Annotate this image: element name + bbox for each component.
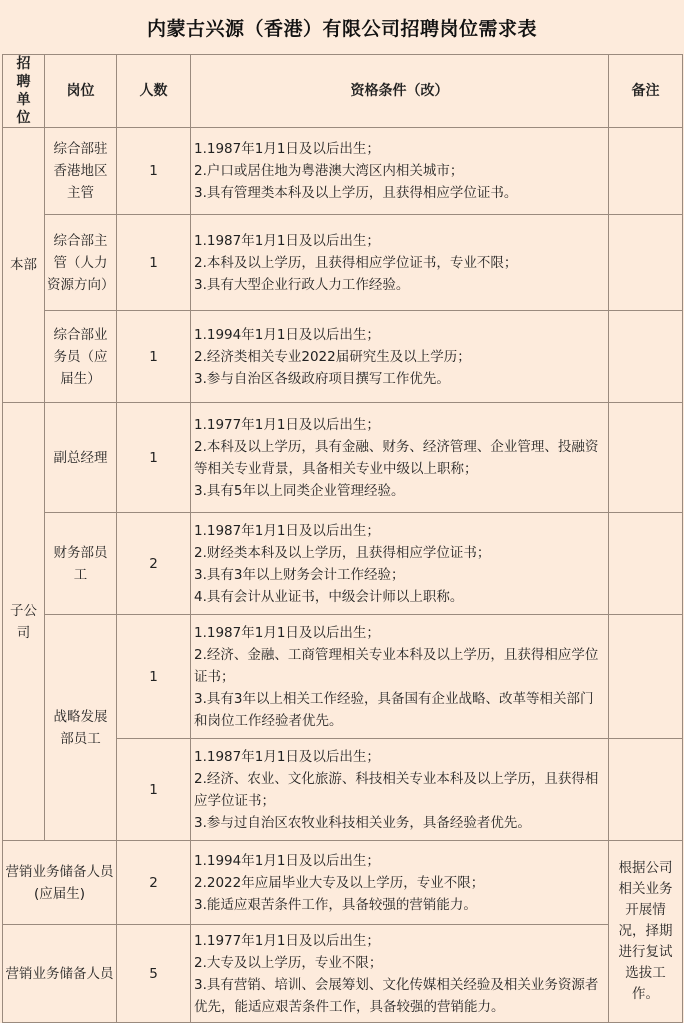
remark-cell [609,615,683,739]
unit-cell-subsidiary: 子公司 [3,403,45,841]
requirements-cell [191,403,609,513]
count-cell: 1 [117,215,191,311]
table-row [3,513,683,615]
count-cell: 1 [117,615,191,739]
position-cell: 财务部员工 [45,513,117,615]
header-unit: 招聘单位 [3,55,45,128]
table-row [3,841,683,925]
req-line: 1.1994年1月1日及以后出生； [194,326,380,343]
recruitment-table [2,54,683,1023]
req-line: 2.经济、农业、文化旅游、科技相关专业本科及以上学历，且获得相应学位证书； [194,770,599,809]
table-row [3,215,683,311]
req-line: 2.财经类本科及以上学历，且获得相应学位证书； [194,544,491,561]
requirements-cell [191,215,609,311]
req-line: 2.2022年应届毕业大专及以上学历，专业不限； [194,874,485,891]
count-cell: 2 [117,513,191,615]
requirements-cell [191,925,609,1023]
remark-cell [609,403,683,513]
header-position: 岗位 [45,55,117,128]
unit-cell-hq: 本部 [3,128,45,403]
remark-cell [609,739,683,841]
header-remarks: 备注 [609,55,683,128]
req-line: 1.1977年1月1日及以后出生； [194,416,380,433]
req-line: 3.具有营销、培训、会展筹划、文化传媒相关经验及相关业务资源者优先，能适应艰苦条件工作，具备较强的营销能力。 [194,976,599,1015]
header-requirements: 资格条件（改） [191,55,609,128]
req-line: 3.具有3年以上财务会计工作经验； [194,566,405,583]
req-line: 3.参与过自治区农牧业科技相关业务，具备经验者优先。 [194,814,531,831]
position-cell: 综合部驻香港地区主管 [45,128,117,215]
count-cell: 1 [117,739,191,841]
position-cell: 战略发展部员工 [45,615,117,841]
requirements-cell [191,615,609,739]
req-line: 1.1987年1月1日及以后出生； [194,748,380,765]
position-cell: 副总经理 [45,403,117,513]
count-cell: 1 [117,311,191,403]
req-line: 3.能适应艰苦条件工作，具备较强的营销能力。 [194,896,477,913]
header-count: 人数 [117,55,191,128]
requirements-cell [191,739,609,841]
req-line: 3.具有大型企业行政人力工作经验。 [194,276,410,293]
req-line: 3.具有5年以上同类企业管理经验。 [194,482,405,499]
remark-cell [609,513,683,615]
req-line: 3.具有3年以上相关工作经验，具备国有企业战略、改革等相关部门和岗位工作经验者优先。 [194,690,594,729]
remark-cell [609,311,683,403]
remark-cell-sales: 根据公司相关业务开展情况，择期进行复试选拔工作。 [609,841,683,1023]
req-line: 1.1987年1月1日及以后出生； [194,232,380,249]
req-line: 1.1987年1月1日及以后出生； [194,522,380,539]
count-cell: 1 [117,403,191,513]
page-title: 内蒙古兴源（香港）有限公司招聘岗位需求表 [146,17,537,40]
table-row [3,925,683,1023]
req-line: 2.经济类相关专业2022届研究生及以上学历； [194,348,471,365]
requirements-cell [191,311,609,403]
requirements-cell [191,841,609,925]
req-line: 1.1987年1月1日及以后出生； [194,624,380,641]
req-line: 2.大专及以上学历，专业不限； [194,954,383,971]
req-line: 1.1994年1月1日及以后出生； [194,852,380,869]
req-line: 2.本科及以上学历，具有金融、财务、经济管理、企业管理、投融资等相关专业背景，具备相关专业中级以上职称； [194,438,599,477]
table-row [3,311,683,403]
req-line: 2.经济、金融、工商管理相关专业本科及以上学历，且获得相应学位证书； [194,646,599,685]
req-line: 2.本科及以上学历，且获得相应学位证书，专业不限； [194,254,518,271]
req-line: 1.1977年1月1日及以后出生； [194,932,380,949]
position-cell: 综合部业务员（应届生） [45,311,117,403]
count-cell: 2 [117,841,191,925]
count-cell: 5 [117,925,191,1023]
req-line: 1.1987年1月1日及以后出生； [194,141,380,157]
unit-cell-sales-graduate: 营销业务储备人员(应届生) [3,841,117,925]
requirements-cell [191,513,609,615]
unit-cell-sales: 营销业务储备人员 [3,925,117,1023]
header-row [3,55,683,128]
table-row [3,128,683,215]
requirements-cell [191,128,609,215]
req-line: 4.具有会计从业证书，中级会计师以上职称。 [194,588,464,605]
req-line: 3.参与自治区各级政府项目撰写工作优先。 [194,370,450,387]
remark-cell [609,215,683,311]
remark-cell [609,128,683,215]
req-line: 3.具有管理类本科及以上学历，且获得相应学位证书。 [194,185,518,201]
position-cell: 综合部主管（人力资源方向） [45,215,117,311]
table-row [3,403,683,513]
count-cell: 1 [117,128,191,215]
table-row [3,615,683,739]
req-line: 2.户口或居住地为粤港澳大湾区内相关城市； [194,163,464,179]
